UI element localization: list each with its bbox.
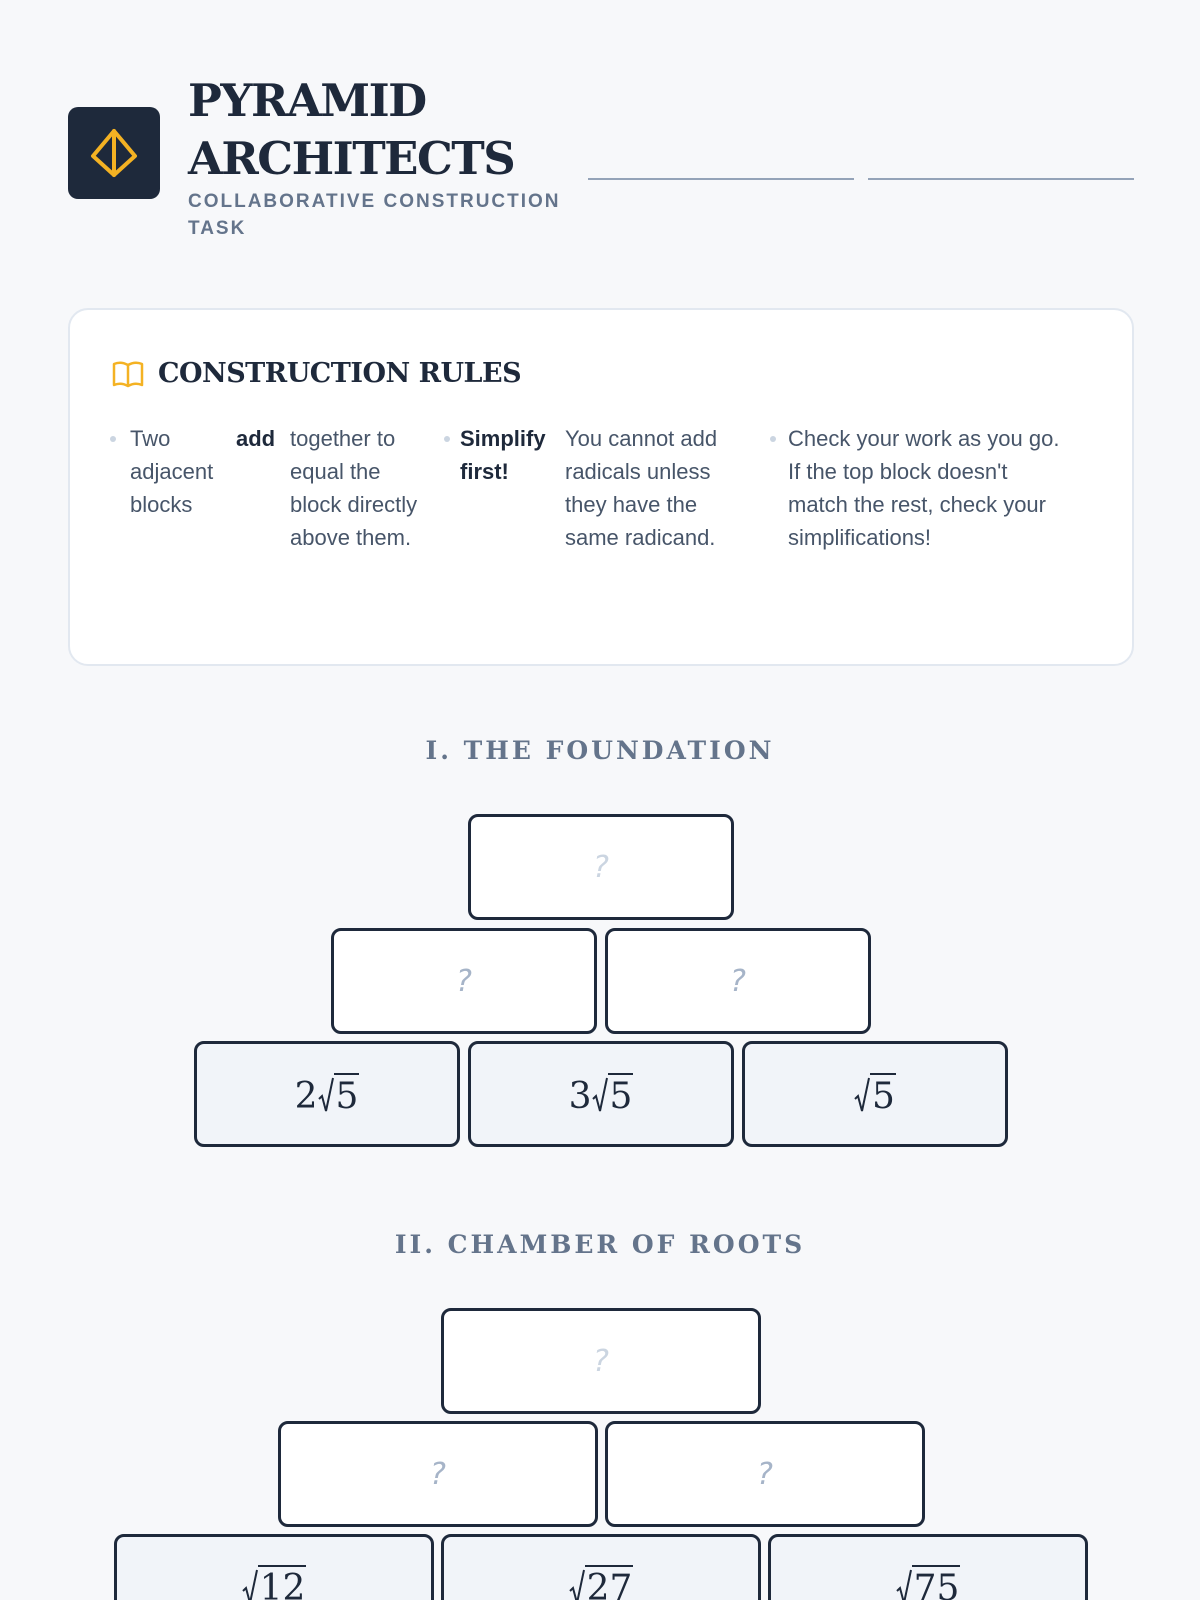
radicand: 75: [912, 1565, 961, 1600]
header: [68, 72, 1134, 242]
pyramid-1-top-block[interactable]: [468, 814, 734, 920]
coefficient: 3: [568, 1076, 592, 1117]
rule-2-text: You cannot add radicals unless they have the same radicand.: [565, 426, 718, 550]
rules-heading: [112, 358, 521, 389]
rule-1-text: together to equal the block directly above them.: [290, 426, 418, 550]
rule-1-bold: add: [236, 426, 276, 451]
unknown-value: ?: [757, 1456, 773, 1492]
radical-expression: [896, 1565, 961, 1600]
rule-3-text: Check your work as you go. If the top block doesn't match the rest, check your simplifications!: [788, 426, 1060, 550]
unknown-value: ?: [593, 1343, 609, 1379]
pyramid-2-base-block-3: [768, 1534, 1088, 1600]
radicand: 27: [585, 1565, 634, 1600]
pyramid-2-middle-block-1[interactable]: [278, 1421, 598, 1527]
radical-expression: [569, 1073, 634, 1115]
pyramid-1-base-block-2: [468, 1041, 734, 1147]
unknown-value: ?: [730, 963, 746, 999]
page-subtitle: COLLABORATIVE CONSTRUCTION TASK: [188, 191, 561, 239]
unknown-value: ?: [430, 1456, 446, 1492]
radicand: 5: [334, 1073, 360, 1115]
pyramid-1-middle-block-2[interactable]: [605, 928, 871, 1034]
coefficient: 2: [294, 1076, 318, 1117]
rules-card: [68, 308, 1134, 666]
pyramid-2-middle-block-2[interactable]: [605, 1421, 925, 1527]
pyramid-icon: [88, 127, 140, 179]
pyramid-2-top-block[interactable]: [441, 1308, 761, 1414]
radical-expression: [242, 1565, 307, 1600]
pyramid-1-base-block-1: [194, 1041, 460, 1147]
rule-1-lead: Two adjacent blocks: [130, 426, 214, 517]
section-title-foundation: I. THE FOUNDATION: [425, 736, 775, 765]
radical-expression: [854, 1073, 896, 1115]
rule-bullet: [770, 436, 776, 442]
unknown-value: ?: [456, 963, 472, 999]
pyramid-2-base-block-2: [441, 1534, 761, 1600]
radicand: 5: [870, 1073, 896, 1115]
name-line-2: [868, 178, 1134, 180]
rule-bullet: [444, 436, 450, 442]
pyramid-1-middle-block-1[interactable]: [331, 928, 597, 1034]
rule-bullet: [110, 436, 116, 442]
radicand: 12: [258, 1565, 307, 1600]
page-title: PYRAMID ARCHITECTS: [188, 74, 515, 185]
rule-2-bold: Simplify first!: [460, 426, 546, 484]
radical-expression: [295, 1073, 360, 1115]
radicand: 5: [608, 1073, 634, 1115]
section-title-chamber-of-roots: II. CHAMBER OF ROOTS: [394, 1230, 806, 1259]
pyramid-1-base-block-3: [742, 1041, 1008, 1147]
logo: [68, 107, 160, 199]
pyramid-2-base-block-1: [114, 1534, 434, 1600]
book-open-icon: [112, 360, 144, 388]
rules-title: CONSTRUCTION RULES: [158, 358, 522, 389]
name-line-1: [588, 178, 854, 180]
radical-expression: [569, 1565, 634, 1600]
unknown-value: ?: [593, 849, 609, 885]
